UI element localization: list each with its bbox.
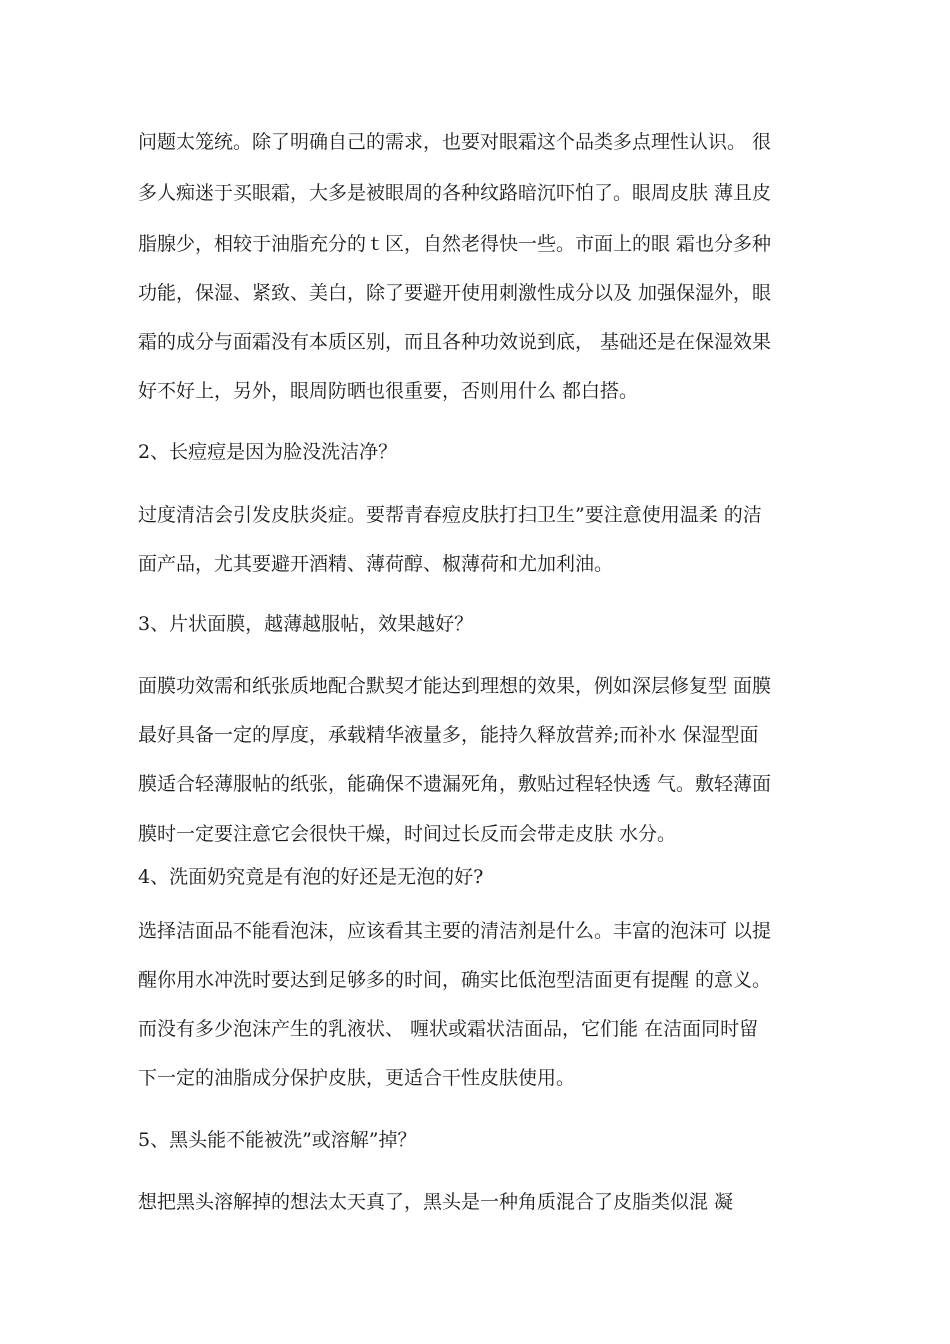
section-heading: 3、片状面膜，越薄越服帖，效果越好？: [138, 613, 474, 635]
text-line: 霜的成分与面霜没有本质区别，而且各种功效说到底， 基础还是在保湿效果: [138, 331, 772, 353]
text-line: 想把黑头溶解掉的想法太天真了，黑头是一种角质混合了皮脂类似混 凝: [138, 1191, 734, 1213]
text-line: 过度清洁会引发皮肤炎症。要帮青春痘皮肤打扫卫生”要注意使用温柔 的洁: [138, 504, 762, 526]
text-line: 膜时一定要注意它会很快干燥，时间过长反而会带走皮肤 水分。: [138, 823, 677, 845]
text-line: 膜适合轻薄服帖的纸张，能确保不遗漏死角，敷贴过程轻快透 气。敷轻薄面: [138, 773, 772, 795]
text-line: 脂腺少，相较于油脂充分的ｔ区，自然老得快一些。市面上的眼 霜也分多种: [138, 233, 772, 255]
section-heading: 4、洗面奶究竟是有泡的好还是无泡的好?: [138, 866, 484, 888]
text-line: 功能，保湿、紧致、美白，除了要避开使用刺激性成分以及 加强保湿外，眼: [138, 282, 772, 304]
text-line: 最好具备一定的厚度，承载精华液量多，能持久释放营养;而补水 保湿型面: [138, 724, 759, 746]
text-line: 多人痴迷于买眼霜，大多是被眼周的各种纹路暗沉吓怕了。眼周皮肤 薄且皮: [138, 182, 772, 204]
text-line: 面产品，尤其要避开酒精、薄荷醇、椒薄荷和尤加利油。: [138, 553, 614, 575]
text-line: 面膜功效需和纸张质地配合默契才能达到理想的效果，例如深层修复型 面膜: [138, 675, 772, 697]
text-line: 而没有多少泡沫产生的乳液状、 喱状或霜状洁面品，它们能 在洁面同时留: [138, 1018, 759, 1040]
text-line: 好不好上，另外，眼周防晒也很重要，否则用什么 都白搭。: [138, 380, 639, 402]
text-line: 下一定的油脂成分保护皮肤，更适合干性皮肤使用。: [138, 1067, 576, 1089]
text-line: 选择洁面品不能看泡沫，应该看其主要的清洁剂是什么。丰富的泡沫可 以提: [138, 920, 772, 942]
text-line: 醒你用水冲洗时要达到足够多的时间，确实比低泡型洁面更有提醒 的意义。: [138, 969, 772, 991]
section-heading: 2、长痘痘是因为脸没洗洁净？: [138, 441, 398, 463]
section-heading: 5、黑头能不能被洗”或溶解”掉？: [138, 1129, 417, 1151]
text-line: 问题太笼统。除了明确自己的需求，也要对眼霜这个品类多点理性认识。 很: [138, 131, 772, 153]
